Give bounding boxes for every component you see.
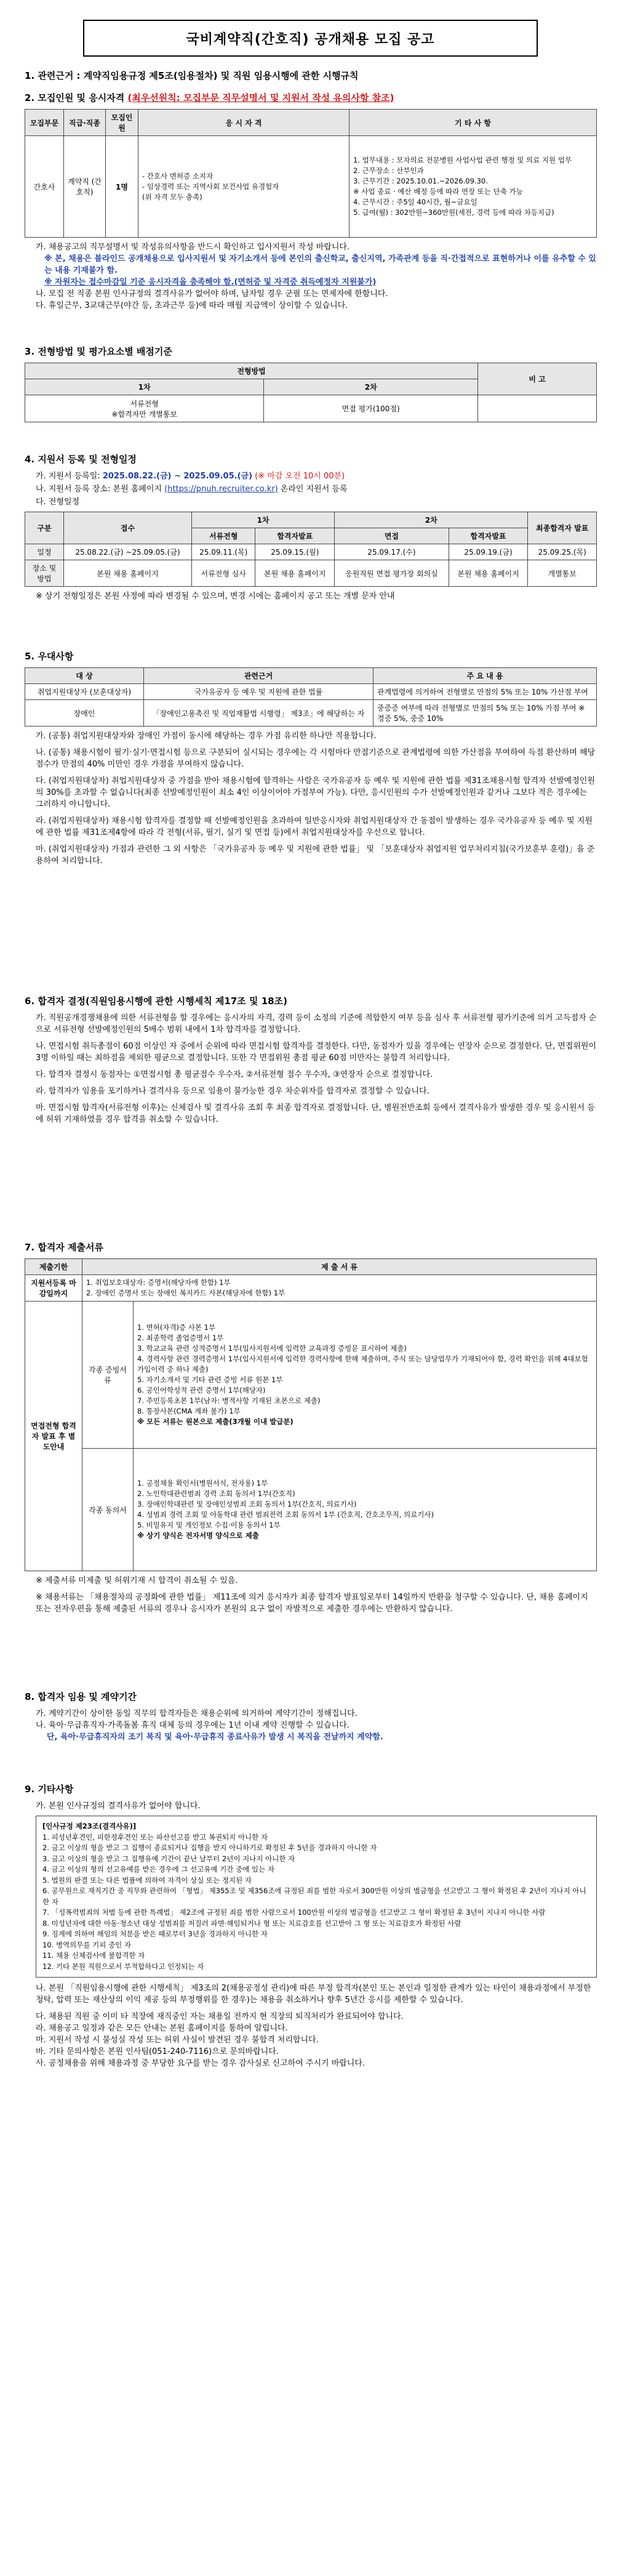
section-documents <box>25 1241 597 1615</box>
disqualification-box <box>36 1816 597 1978</box>
document-item: ※ 상기 양식은 전자서명 양식으로 제출 <box>137 1531 259 1540</box>
document-item: 1. 취업보호대상자: 증명서(해당자에 한함) 1부 <box>86 1278 231 1287</box>
schedule-cell: 서류전형 심사 <box>191 560 255 587</box>
section-preference-title: 5. 우대사항 <box>25 651 74 662</box>
screening-header-stage1: 1차 <box>25 379 264 395</box>
documents-deadline-2: 면접전형 합격자 발표 후 별도안내 <box>25 1302 82 1571</box>
disqualification-item: 3. 금고 이상의 형을 받고 그 집행유예 기간이 끝난 날부터 2년이 지나지 아니한 자 <box>42 1854 295 1863</box>
schedule-header-apply: 접수 <box>64 512 192 544</box>
decision-note: 라. 합격자가 임용을 포기하거나 결격사유 등으로 임용이 불가능한 경우 차순위자를 합격자로 결정할 수 있습니다. <box>36 1087 429 1096</box>
documents-sub-evidence: 각종 증빙서류 <box>82 1302 134 1449</box>
document-item: 5. 비밀유지 및 개인정보 수집·이용 동의서 1부 <box>137 1521 281 1529</box>
contract-emphasis: 단, 육아·무급휴직자의 조기 복직 및 육아·무급휴직 종료사유가 발생 시 복직을 전날까지 계약함. <box>47 1733 383 1742</box>
etc-item: 1. 업무내용 : 모자의료 전문병원 사업사업 관련 행정 및 의료 지원 업무 <box>353 156 572 164</box>
preference-cell: 장애인 <box>25 700 144 727</box>
documents-table <box>25 1258 597 1571</box>
schedule-cell: 본원 채용 홈페이지 <box>255 560 335 587</box>
etc-note: 바. 기타 문의사항은 본원 인사팀(051-240-7116)으로 문의바랍니다. <box>36 2047 279 2056</box>
screening-stage1-note: ※합격자만 개별통보 <box>111 409 177 419</box>
section-schedule-title: 4. 지원서 등록 및 전형일정 <box>25 454 137 465</box>
section-documents-title: 7. 합격자 제출서류 <box>25 1242 104 1253</box>
schedule-period: 2025.08.22.(금) ~ 2025.09.05.(금) <box>102 472 253 481</box>
section-positions <box>25 91 597 312</box>
document-item: 6. 공인어학성적 관련 증명서 1부(해당자) <box>137 1386 266 1395</box>
schedule-cell: 25.09.19.(금) <box>449 544 528 560</box>
preference-notes <box>36 730 597 867</box>
etc-note: 나. 본원 「직원임용시행에 관한 시행세칙」 제3조의 2(채용공정성 관리)에 따른 부정 합격자(본인 또는 본인과 일정한 관계가 있는 타인이 채용과정에서 부정한 청탁, 압력 또는 재산상의 이익 제공 등의 부정행위를 한 경우)는 채용을 취소하거나 향후 5년간 응시를 제한할 수 있습니다. <box>36 1984 591 2005</box>
positions-table <box>25 109 597 238</box>
etc-item: 3. 근무기간 : 2025.10.01.~2026.09.30. <box>353 177 488 185</box>
screening-stage1-name: 서류전형 <box>130 399 159 408</box>
schedule-header-final: 최종합격자 발표 <box>528 512 597 544</box>
positions-header-etc: 기 타 사 항 <box>349 110 597 136</box>
section-basis <box>25 69 597 87</box>
preference-note: 마. (취업지원대상자) 가점과 관련한 그 외 사항은 「국가유공자 등 예우 및 지원에 관한 법률」 및 「보훈대상자 취업지원 업무처리지침(국가보훈부 훈령)」을 준용하여 처리합니다. <box>36 845 595 866</box>
disqualification-item: 4. 금고 이상의 형의 선고유예를 받은 경우에 그 선고유예 기간 중에 있는 자 <box>42 1865 274 1874</box>
positions-header-quals: 응 시 자 격 <box>138 110 349 136</box>
preference-cell: 「장애인고용촉진 및 직업재활법 시행령」 제3조」에 해당하는 자 <box>144 700 373 727</box>
disqualification-item: 5. 법원의 판결 또는 다른 법률에 의하여 자격이 상실 또는 정지된 자 <box>42 1875 252 1885</box>
position-etc <box>349 136 597 238</box>
etc-item: ※ 사업 종료 · 예산 배정 등에 따라 연장 또는 단축 가능 <box>353 187 523 196</box>
disqualification-item: 6. 공무원으로 재직기간 중 직무와 관련하여 「형법」 제355조 및 제356조에 규정된 죄를 범한 자로서 300만원 이상의 벌금형을 선고받고 그 형이 확정된 후 2년이 지나지 아니한 자 <box>42 1886 586 1906</box>
section-contract-title: 8. 합격자 임용 및 계약기간 <box>25 1691 137 1702</box>
document-item: 2. 최종학력 졸업증명서 1부 <box>137 1334 224 1342</box>
document-item: 5. 자기소개서 및 기타 관련 증빙 서류 원본 1부 <box>137 1375 283 1384</box>
schedule-header-stage1: 1차 <box>191 512 334 528</box>
screening-stage2: 면접 평가(100점) <box>264 395 478 422</box>
screening-header-main: 전형방법 <box>25 363 478 379</box>
schedule-sub-pass2: 합격자발표 <box>449 528 528 544</box>
documents-list-evidence <box>134 1302 597 1449</box>
positions-note: 가. 채용공고의 직무설명서 및 작성유의사항을 반드시 확인하고 입사지원서 작성 바랍니다. <box>36 243 350 252</box>
disqualification-item: 1. 피성년후견인, 피한정후견인 또는 파산선고를 받고 복권되지 아니한 자 <box>42 1832 268 1841</box>
contract-note: 나. 육아·무급휴직자·가족돌봄 휴직 대체 등의 경우에는 1년 이내 계약 진행할 수 있습니다. <box>36 1721 349 1730</box>
etc-note: 다. 채용된 직원 중 이미 타 직장에 재직중인 자는 채용일 전까지 현 직장의 퇴직처리가 완료되어야 합니다. <box>36 2012 404 2021</box>
contract-note: 가. 계약기간이 상이한 동일 직무의 합격자들은 채용순위에 의거하여 계약기간이 정해집니다. <box>36 1709 357 1718</box>
documents-header-docs: 제 출 서 류 <box>82 1259 597 1275</box>
preference-note: 나. (공통) 채용시험이 필기·실기·면접시험 등으로 구분되어 실시되는 경우에는 각 시험마다 만점기준으로 관계법령에 의한 가산점을 부여하여 득점 환산하며 해당 점수가 만점의 40% 미만인 경우 가점을 부여하지 않습니다. <box>36 748 596 769</box>
screening-header-stage2: 2차 <box>264 379 478 395</box>
positions-note-blind: ※ 본, 채용은 블라인드 공개채용으로 입사지원서 및 자기소개서 등에 본인의 출신학교, 출신지역, 가족관계 등을 직·간접적으로 표현하거나 이를 유추할 수 있는 내용 기재불가 함. <box>44 254 596 275</box>
positions-header-dept: 모집부문 <box>25 110 64 136</box>
contract-notes <box>36 1708 597 1743</box>
document-item: 4. 성범죄 경력 조회 및 아동학대 관련 범죄전력 조회 동의서 1부 (간호직, 간호조무직, 의료기사) <box>137 1510 434 1519</box>
document-item: 2. 노인학대관련범죄 경력 조회 동의서 1부(간호직) <box>137 1489 295 1498</box>
preference-note: 라. (취업지원대상자) 채용시험 합격자를 결정할 때 선발예정인원을 초과하여 일반응시자와 취업지원대상자 간 동점이 발생하는 경우 국가유공자 등 예우 및 지원에 관한 법률 제31조제4항에 따라 각 전형(서류, 필기, 실기 및 면접 등)에서 취업지원대상자를 우선으로 합니다. <box>36 816 593 837</box>
section-screening-title: 3. 전형방법 및 평가요소별 배점기준 <box>25 346 172 357</box>
schedule-cell: 본원 채용 홈페이지 <box>64 560 192 587</box>
schedule-cell: 25.09.15.(월) <box>255 544 335 560</box>
preference-header-basis: 관련근거 <box>144 668 373 684</box>
disqualification-item: 10. 병역의무를 기피 중인 자 <box>42 1940 131 1949</box>
documents-notes <box>36 1575 597 1615</box>
position-count: 1명 <box>106 136 138 238</box>
preference-table <box>25 667 597 727</box>
schedule-deadline-note: (※ 마감 오전 10시 00분) <box>255 472 345 481</box>
section-preference <box>25 650 597 867</box>
preference-cell: 취업지원대상자 (보훈대상자) <box>25 684 144 700</box>
recruit-site-link[interactable]: (https://pnuh.recruiter.co.kr) <box>164 485 278 494</box>
schedule-sub-doc: 서류전형 <box>191 528 255 544</box>
etc-item: 2. 근무장소 : 산부인과 <box>353 166 424 175</box>
etc-note: 사. 공정채용을 위해 채용과정 중 부당한 요구를 받는 경우 감사실로 신고하여 주시기 바랍니다. <box>36 2059 365 2068</box>
decision-notes <box>36 1012 597 1125</box>
etc-intro: 가. 본원 인사규정의 결격사유가 없어야 합니다. <box>36 1801 201 1811</box>
section-contract <box>25 1690 597 1743</box>
schedule-sub-pass1: 합격자발표 <box>255 528 335 544</box>
schedule-cell: 25.09.11.(목) <box>191 544 255 560</box>
documents-note: ※ 채용서류는 「채용절차의 공정화에 관한 법률」 제11조에 의거 응시자가 최종 합격자 발표일로부터 14일까지 반환을 청구할 수 있습니다. 단, 채용 홈페이지 또는 전자우편을 통해 제출된 서류의 경우나 응시자가 본원의 요구 없이 자발적으로 제출한 경우에는 반환하지 않습니다. <box>36 1593 588 1614</box>
documents-header-deadline: 제출기한 <box>25 1259 82 1275</box>
documents-list-consent <box>134 1449 597 1571</box>
etc-note: 라. 채용공고 일정과 같은 모든 안내는 본원 홈페이지를 통하여 알립니다. <box>36 2024 288 2033</box>
position-grade: 계약직 (간호직) <box>64 136 106 238</box>
disqualification-item: 2. 금고 이상의 형을 받고 그 집행이 종료되거나 집행을 받지 아니하기로 확정된 후 5년을 경과하지 아니한 자 <box>42 1843 377 1852</box>
screening-table <box>25 363 597 422</box>
document-item: 3. 학교교육 관련 성적증명서 1부(입사지원서에 입력한 교육과정 증빙문 표시하여 제출) <box>137 1344 407 1353</box>
section-decision-title: 6. 합격자 결정(직원임용시행에 관한 시행세칙 제17조 및 18조) <box>25 996 287 1007</box>
schedule-line3: 다. 전형일정 <box>36 497 80 507</box>
disqualification-title: [인사규정 제23조(결격사유)] <box>42 1822 137 1830</box>
qual-item: - 임상경력 또는 지역사회 보건사업 유경험자 <box>142 182 279 191</box>
schedule-header-stage2: 2차 <box>335 512 528 528</box>
disqualification-item: 8. 미성년자에 대한 아동·청소년 대상 성범죄를 저질러 파면·해임되거나 형 또는 치료감호를 선고받아 그 형 또는 치료감호가 확정된 사람 <box>42 1918 461 1928</box>
positions-header-grade: 직급·직종 <box>64 110 106 136</box>
qual-item: (위 자격 모두 충족) <box>142 192 202 201</box>
disqualification-item: 11. 채용 신체검사에 불합격한 자 <box>42 1951 145 1960</box>
section-screening <box>25 345 597 422</box>
notice-title: 국비계약직(간호직) 공개채용 모집 공고 <box>83 20 538 57</box>
preference-cell: 관계법령에 의거하여 전형별로 만점의 5% 또는 10% 가산점 부여 <box>373 684 597 700</box>
documents-deadline-1: 지원서등록 마감일까지 <box>25 1275 82 1302</box>
document-item: 8. 통장사본(CMA 계좌 불가) 1부 <box>137 1407 241 1415</box>
documents-sub-consent: 각종 동의서 <box>82 1449 134 1571</box>
document-item: 3. 장애인학대관련 및 장애인성범죄 조회 동의서 1부(간호직, 의료기사) <box>137 1500 357 1508</box>
decision-note: 나. 면접시험 취득총점이 60점 이상인 자 중에서 순위에 따라 면접시험 합격자를 결정한다. 다만, 동점자가 있을 경우에는 연장자 순으로 결정한다. 단, 면접위원이 3명 이하일 때는 최하점을 제외한 평균으로 결정합니다. 또한 각 면접위원 총점 평균 60점 미만자는 불합격 처리합니다. <box>36 1042 597 1063</box>
preference-cell: 국가유공자 등 예우 및 지원에 관한 법률 <box>144 684 373 700</box>
preference-header-content: 주 요 내 용 <box>373 668 597 684</box>
schedule-header-type: 구분 <box>25 512 64 544</box>
screening-stage1 <box>25 395 264 422</box>
disqualification-item: 7. 「성폭력범죄의 처벌 등에 관한 특례법」 제2조에 규정된 죄를 범한 사람으로서 100만원 이상의 벌금형을 선고받고 그 형이 확정된 후 3년이 지나지 아니한 사람 <box>42 1908 546 1917</box>
etc-item: 4. 근무시간 : 주5일 40시간, 월~금요일 <box>353 198 477 206</box>
disqualification-item: 12. 기타 본원 직원으로서 부적합하다고 인정되는 자 <box>42 1962 204 1971</box>
document-item: 2. 장애인 증명서 또는 장애인 복지카드 사본(해당자에 한함) 1부 <box>86 1289 286 1297</box>
etc-note: 마. 지원서 작성 시 불성실 작성 또는 허위 사실이 발견된 경우 불합격 처리합니다. <box>36 2035 319 2045</box>
etc-item: 5. 급여(월) : 302만원~360만원(세전, 경력 등에 따라 차등지급) <box>353 208 554 217</box>
preference-cell: 중증증 여부에 따라 전형별로 만점의 5% 또는 10% 가점 부여 ※ 경증 5%, 중증 10% <box>373 700 597 727</box>
section-positions-title: 2. 모집인원 및 응시자격 <box>25 92 125 103</box>
schedule-cell: 본원 채용 홈페이지 <box>449 560 528 587</box>
document-item: 1. 공정채용 확인서(병원서식, 전자용) 1부 <box>137 1479 268 1487</box>
positions-note: 나. 모집 전 직종 본원 인사규정의 결격사유가 없어야 하며, 남자일 경우 군필 또는 면제자에 한함니다. <box>36 289 388 299</box>
preference-note: 다. (취업지원대상자) 취업지원대상자 중 가점을 받아 채용시험에 합격하는 사람은 국가유공자 등 예우 및 지원에 관한 법률 제31조채용시험 합격자 선발예정인원의 30%를 초과할 수 없습니다(최종 선발예정인원이 최소 4인 이상이어야 가점부여 가능). 다만, 응시인원의 수가 선발예정인원과 같거나 그보다 적은 경우에는 그러하지 아니합니다. <box>36 776 595 809</box>
decision-note: 마. 면접시험 합격자(서류전형 이후)는 신체검사 및 결격사유 조회 후 최종 합격자로 결정합니다. 단, 병원전반조회 등에서 결격사유가 발생한 경우 및 응시원서 등에 허위 기재하였을 경우 합격을 취소할 수 있습니다. <box>36 1103 595 1124</box>
schedule-cell: 일정 <box>25 544 64 560</box>
decision-note: 다. 합격자 결정시 동점자는 ①면접시험 총 평균점수 우수자, ②서류전형 점수 우수자, ③연장자 순으로 결정합니다. <box>36 1070 433 1079</box>
preference-header-target: 대 상 <box>25 668 144 684</box>
schedule-line1-prefix: 가. 지원서 등록일: <box>36 472 100 481</box>
positions-notes <box>36 241 597 312</box>
positions-note-deadline: ※ 자원자는 접수마감일 기준 응시자격을 충족해야 함.(면허증 및 자격증 취득예정자 지원불가) <box>44 278 377 287</box>
preference-note: 가. (공통) 취업지원대상자와 장애인 가점이 동시에 해당하는 경우 가점 유리한 하나만 적용합니다. <box>36 731 377 741</box>
document-item: 7. 주민등록초본 1부(남자: 병적사항 기재된 초본으로 제출) <box>137 1396 321 1405</box>
qual-item: - 간호사 면허증 소지자 <box>142 171 214 180</box>
etc-notes <box>36 1982 597 2069</box>
schedule-cell: 개별통보 <box>528 560 597 587</box>
disqualification-item: 9. 징계에 의하여 해임의 처분을 받은 때로부터 3년을 경과하지 아니한 자 <box>42 1930 268 1938</box>
position-dept: 간호사 <box>25 136 64 238</box>
schedule-table <box>25 512 597 587</box>
position-quals <box>138 136 349 238</box>
document-item: 4. 경력사항 관련 경력증명서 1부(입사지원서에 입력한 경력사항에 한해 제출하며, 주식 또는 담당업무가 기재되어야 함, 경력 확인을 위해 4대보험 가입이력 중 하나 제출) <box>137 1354 588 1374</box>
section-schedule <box>25 453 597 603</box>
document-item: 1. 면허(자격)증 사본 1부 <box>137 1323 216 1332</box>
schedule-cell: 응원직원 면접 평가장 회의실 <box>335 560 449 587</box>
schedule-cell: 25.09.17.(수) <box>335 544 449 560</box>
section-decision <box>25 994 597 1125</box>
schedule-line2-suffix: 온라인 지원서 등록 <box>280 485 348 494</box>
schedule-cell: 25.09.25.(목) <box>528 544 597 560</box>
screening-note-cell <box>478 395 597 422</box>
positions-header-count: 모집인원 <box>106 110 138 136</box>
decision-note: 가. 직원공개경쟁채용에 의한 서류전형을 할 경우에는 응시자의 자격, 경력 등이 소정의 기준에 적합한지 여부 등을 심사 후 서류전형 평가기준에 의거 고득점자 순으로 서류전형 선발예정인원의 5배수 범위 내에서 1차 합격자를 결정합니다. <box>36 1013 597 1034</box>
schedule-sub-interview: 면접 <box>335 528 449 544</box>
document-item: ※ 모든 서류는 원본으로 제출(3개월 이내 발급분) <box>137 1417 294 1426</box>
schedule-note: ※ 상기 전형일정은 본원 사정에 따라 변경될 수 있으며, 변경 시에는 홈페이지 공고 또는 개별 문자 안내 <box>36 592 395 601</box>
positions-note: 다. 휴일근무, 3교대근무(야간 등, 초과근무 등)에 따라 매월 지급액이 상이할 수 있습니다. <box>36 301 348 310</box>
section-positions-note: (최우선원칙: 모집부문 직무설명서 및 지원서 작성 유의사항 참조) <box>127 92 394 103</box>
section-basis-title: 1. 관련근거 : 계약직임용규정 제5조(임용절차) 및 직원 임용시행에 관한 시행규칙 <box>25 70 359 81</box>
documents-note: ※ 제출서류 미제출 및 허위기재 시 합격이 취소될 수 있음. <box>36 1576 238 1585</box>
section-etc-title: 9. 기타사항 <box>25 1784 74 1795</box>
schedule-line2-prefix: 나. 지원서 등록 장소: 본원 홈페이지 <box>36 485 162 494</box>
documents-list-1 <box>82 1275 597 1302</box>
section-etc <box>25 1782 597 2069</box>
screening-header-note: 비 고 <box>478 363 597 395</box>
schedule-cell: 25.08.22.(금) ~25.09.05.(금) <box>64 544 192 560</box>
schedule-cell: 장소 및 방법 <box>25 560 64 587</box>
